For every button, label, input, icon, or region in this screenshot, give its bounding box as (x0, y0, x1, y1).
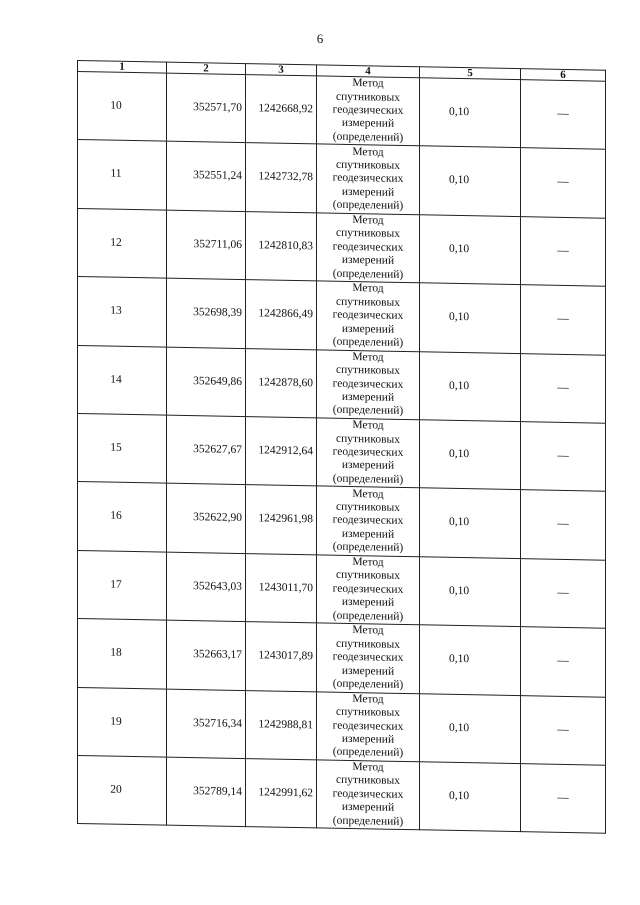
point-number-cell: 11 (78, 140, 167, 210)
precision-cell: 0,10 (420, 625, 521, 695)
method-cell (317, 555, 420, 625)
method-text-line: Метод (352, 282, 384, 295)
method-text-line: измерений (341, 664, 395, 678)
precision-cell: 0,10 (420, 351, 521, 421)
method-text-line: измерений (341, 322, 395, 336)
y-coordinate-cell: 1242866,49 (246, 280, 317, 350)
method-text-line: измерений (341, 527, 395, 541)
method-text-line: (определений) (332, 130, 404, 144)
method-cell (317, 144, 420, 214)
note-cell: — (521, 353, 606, 423)
y-coordinate-cell: 1242878,60 (246, 348, 317, 418)
x-coordinate-cell: 352622,90 (167, 483, 246, 553)
method-text-line: (определений) (332, 335, 404, 349)
method-text-line: (определений) (332, 472, 404, 486)
y-coordinate-cell: 1243017,89 (246, 622, 317, 692)
table-row (78, 208, 606, 286)
point-number-cell: 19 (78, 687, 167, 757)
method-text-line: измерений (341, 459, 395, 473)
table-row (78, 277, 606, 355)
point-number-cell: 14 (78, 345, 167, 415)
method-text-line: спутниковых (335, 705, 400, 720)
method-text-line: Метод (352, 145, 384, 159)
point-number-cell: 12 (78, 208, 167, 278)
x-coordinate-cell: 352551,24 (167, 142, 246, 212)
page-number: 6 (316, 31, 324, 46)
precision-cell: 0,10 (420, 420, 521, 490)
coordinates-table-container (77, 60, 606, 828)
table-body (78, 72, 606, 834)
point-number-cell: 18 (78, 619, 167, 689)
point-number-cell: 15 (78, 413, 167, 483)
precision-cell: 0,10 (420, 215, 521, 285)
method-text-line: Метод (352, 487, 384, 501)
method-text-line: геодезических (332, 514, 404, 528)
table-row (78, 72, 606, 150)
method-text-line: геодезических (332, 240, 404, 254)
method-text-line: Метод (352, 761, 384, 774)
method-text-line: Метод (352, 419, 384, 432)
method-text-line: (определений) (332, 198, 404, 213)
table-row (78, 550, 606, 628)
method-text-line: (определений) (332, 814, 404, 828)
method-cell (317, 623, 420, 693)
method-text-line: измерений (341, 595, 395, 609)
method-cell (317, 760, 420, 830)
table-row (78, 619, 606, 697)
x-coordinate-cell: 352649,86 (167, 347, 246, 417)
method-text-line: Метод (352, 555, 384, 569)
x-coordinate-cell: 352711,06 (167, 210, 246, 280)
note-cell: — (521, 490, 606, 560)
method-text-line: спутниковых (335, 295, 400, 309)
precision-cell: 0,10 (420, 557, 521, 627)
note-cell: — (521, 285, 606, 355)
note-cell: — (521, 216, 606, 286)
method-text-line: спутниковых (335, 637, 400, 651)
method-text-line: спутниковых (335, 158, 400, 172)
method-text-line: геодезических (332, 719, 404, 733)
y-coordinate-cell: 1242988,81 (246, 690, 317, 760)
method-text-line: Метод (352, 77, 384, 90)
method-cell (317, 691, 420, 761)
method-text-line: измерений (341, 732, 395, 746)
method-text-line: Метод (352, 350, 384, 364)
method-text-line: спутниковых (335, 432, 400, 446)
method-text-line: геодезических (332, 650, 404, 665)
method-text-line: спутниковых (335, 90, 400, 104)
y-coordinate-cell: 1242912,64 (246, 417, 317, 487)
table-row (78, 345, 606, 423)
method-text-line: измерений (341, 390, 395, 404)
column-header: 1 (78, 61, 167, 74)
method-cell (317, 281, 420, 351)
method-text-line: измерений (341, 801, 395, 815)
y-coordinate-cell: 1243011,70 (246, 553, 317, 623)
note-cell: — (521, 627, 606, 697)
method-text-line: геодезических (332, 377, 404, 391)
point-number-cell: 17 (78, 550, 167, 620)
precision-cell: 0,10 (420, 283, 521, 353)
table-row (78, 413, 606, 491)
method-text-line: спутниковых (335, 363, 400, 378)
point-number-cell: 10 (78, 72, 167, 142)
table-row (78, 687, 606, 765)
column-header: 2 (167, 62, 246, 74)
y-coordinate-cell: 1242732,78 (246, 143, 317, 213)
method-text-line: геодезических (332, 308, 404, 323)
method-cell (317, 486, 420, 556)
precision-cell: 0,10 (420, 488, 521, 558)
method-text-line: Метод (352, 692, 384, 706)
y-coordinate-cell: 1242961,98 (246, 485, 317, 555)
x-coordinate-cell: 352789,14 (167, 757, 246, 827)
x-coordinate-cell: 352627,67 (167, 415, 246, 485)
x-coordinate-cell: 352698,39 (167, 278, 246, 348)
method-text-line: Метод (352, 213, 384, 227)
method-text-line: Метод (352, 624, 384, 637)
method-text-line: спутниковых (335, 500, 400, 514)
method-text-line: измерений (341, 254, 395, 267)
note-cell: — (521, 80, 606, 150)
method-text-line: (определений) (332, 267, 404, 281)
note-cell: — (521, 422, 606, 492)
method-text-line: (определений) (332, 677, 404, 691)
method-cell (317, 349, 420, 419)
table-row (78, 140, 606, 218)
point-number-cell: 13 (78, 277, 167, 347)
method-text-line: геодезических (332, 445, 404, 459)
note-cell: — (521, 764, 606, 834)
method-text-line: геодезических (332, 172, 404, 186)
x-coordinate-cell: 352571,70 (167, 73, 246, 143)
precision-cell: 0,10 (420, 762, 521, 832)
method-text-line: геодезических (332, 103, 404, 117)
precision-cell: 0,10 (420, 693, 521, 763)
table-row (78, 482, 606, 560)
method-text-line: спутниковых (335, 227, 400, 241)
method-text-line: измерений (341, 185, 395, 199)
column-header: 3 (246, 64, 317, 76)
method-cell (317, 213, 420, 283)
note-cell: — (521, 695, 606, 765)
y-coordinate-cell: 1242668,92 (246, 75, 317, 145)
column-header: 5 (420, 67, 521, 80)
y-coordinate-cell: 1242810,83 (246, 211, 317, 281)
x-coordinate-cell: 352663,17 (167, 620, 246, 690)
method-text-line: (определений) (332, 609, 404, 623)
note-cell: — (521, 558, 606, 628)
method-text-line: геодезических (332, 582, 404, 596)
y-coordinate-cell: 1242991,62 (246, 758, 317, 828)
method-text-line: спутниковых (335, 569, 400, 583)
column-header: 4 (317, 65, 420, 78)
point-number-cell: 16 (78, 482, 167, 552)
method-text-line: (определений) (332, 540, 404, 555)
precision-cell: 0,10 (420, 146, 521, 216)
method-text-line: геодезических (332, 787, 404, 801)
point-number-cell: 20 (78, 755, 167, 825)
column-header: 6 (521, 69, 606, 82)
method-text-line: измерений (341, 117, 395, 131)
table-row (78, 755, 606, 833)
method-text-line: спутниковых (335, 774, 400, 788)
x-coordinate-cell: 352643,03 (167, 552, 246, 622)
method-text-line: (определений) (332, 404, 404, 418)
note-cell: — (521, 148, 606, 218)
method-text-line: (определений) (332, 745, 404, 760)
coordinates-table (77, 60, 606, 834)
precision-cell: 0,10 (420, 78, 521, 148)
x-coordinate-cell: 352716,34 (167, 689, 246, 759)
method-cell (317, 418, 420, 488)
method-cell (317, 76, 420, 146)
